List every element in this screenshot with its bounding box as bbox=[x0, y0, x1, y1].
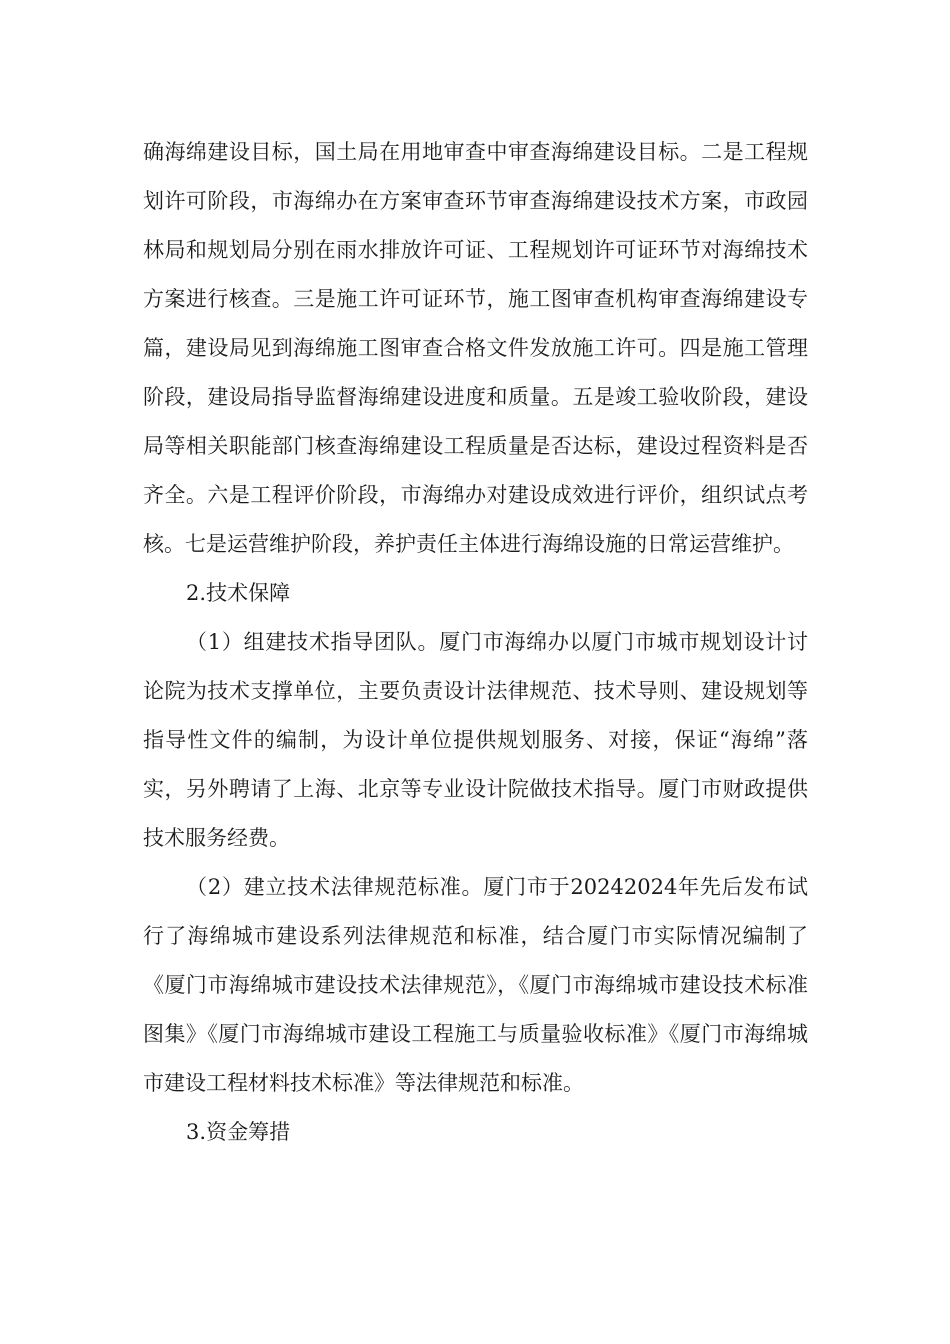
paragraph-process-stages: 确海绵建设目标，国土局在用地审查中审查海绵建设目标。二是工程规划许可阶段，市海绵办在方案审查环节审查海绵建设技术方案，市政园林局和规划局分别在雨水排放许可证、工程规划许可证环节对海绵技术方案进行核查。三是施工许可证环节，施工图审查机构审查海绵建设专篇，建设局见到海绵施工图审查合格文件发放施工许可。四是施工管理阶段，建设局指导监督海绵建设进度和质量。五是竣工验收阶段，建设局等相关职能部门核查海绵建设工程质量是否达标，建设过程资料是否齐全。六是工程评价阶段，市海绵办对建设成效进行评价，组织试点考核。七是运营维护阶段，养护责任主体进行海绵设施的日常运营维护。 bbox=[143, 140, 808, 556]
section-heading-funding: 3.资金筹措 bbox=[186, 1120, 291, 1144]
document-page bbox=[143, 128, 808, 1157]
section-heading-technical-support: 2.技术保障 bbox=[186, 581, 291, 605]
paragraph-tech-team: （1）组建技术指导团队。厦门市海绵办以厦门市城市规划设计讨论院为技术支撑单位，主要负责设计法律规范、技术导则、建设规划等指导性文件的编制，为设计单位提供规划服务、对接，保证“海绵”落实，另外聘请了上海、北京等专业设计院做技术指导。厦门市财政提供技术服务经费。 bbox=[143, 630, 808, 850]
paragraph-tech-standards: （2）建立技术法律规范标准。厦门市于20242024年先后发布试行了海绵城市建设系列法律规范和标准，结合厦门市实际情况编制了《厦门市海绵城市建设技术法律规范》，《厦门市海绵城市建设技术标准图集》《厦门市海绵城市建设工程施工与质量验收标准》《厦门市海绵城市建设工程材料技术标准》等法律规范和标准。 bbox=[143, 875, 808, 1095]
